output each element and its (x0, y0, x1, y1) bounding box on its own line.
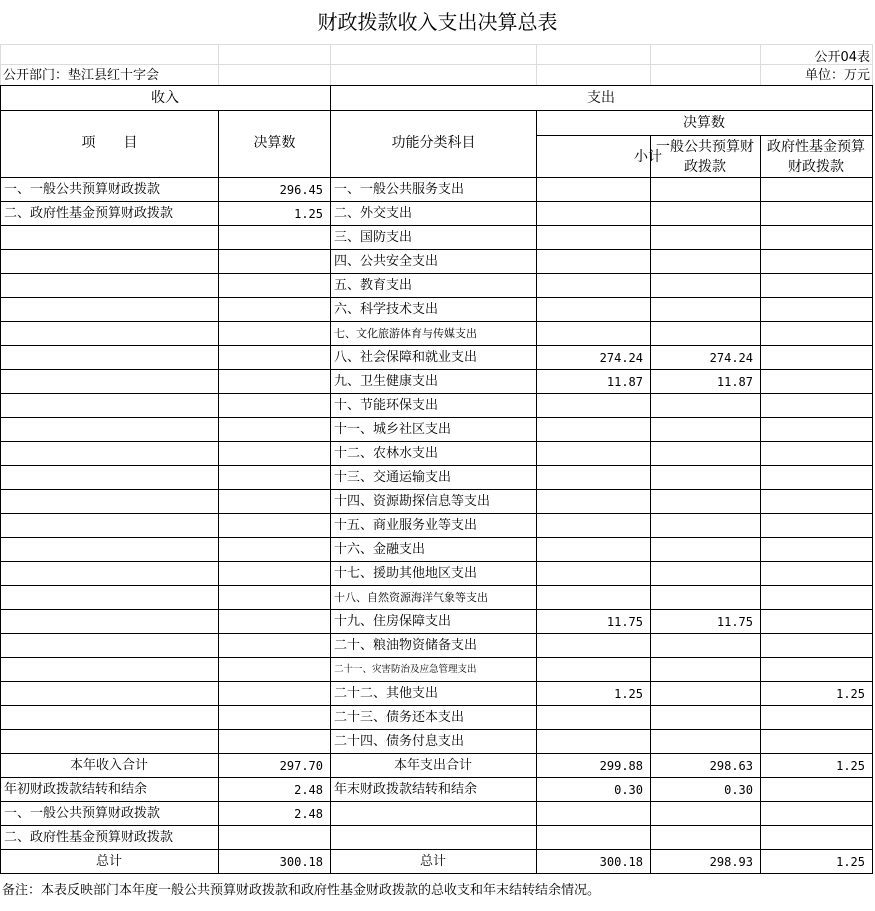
expense-item-cell: 十九、住房保障支出 (334, 614, 452, 629)
expense-item-cell: 九、卫生健康支出 (334, 374, 439, 389)
income-amount-cell (219, 490, 326, 514)
income-item-cell (1, 658, 214, 682)
subtotal-cell: 11.87 (606, 375, 643, 389)
subtotal-cell: 11.75 (606, 615, 643, 629)
income-amount-cell (219, 658, 326, 682)
income-amount-cell: 300.18 (279, 855, 323, 869)
expense-item-cell (331, 826, 532, 850)
income-item-cell: 二、政府性基金预算财政拨款 (4, 830, 174, 845)
general-budget-cell (651, 730, 756, 754)
income-item-cell (1, 226, 214, 250)
general-budget-cell (651, 586, 756, 610)
subtotal-cell (537, 634, 646, 658)
expense-item-cell: 二十四、债务付息支出 (334, 734, 465, 749)
expense-item-cell: 十四、资源勘探信息等支出 (334, 494, 491, 509)
fund-budget-cell (761, 538, 868, 562)
income-item-cell (1, 250, 214, 274)
fund-budget-cell (761, 322, 868, 346)
grid-line (330, 44, 331, 85)
general-budget-cell: 274.24 (709, 351, 753, 365)
fund-budget-cell (761, 634, 868, 658)
subtotal-header: 小计 (634, 149, 662, 165)
income-item-cell (1, 682, 214, 706)
income-item-cell (1, 514, 214, 538)
general-budget-cell (651, 442, 756, 466)
income-amount-cell (219, 322, 326, 346)
subtotal-cell: 299.88 (599, 759, 643, 773)
subtotal-cell (537, 730, 646, 754)
expense-item-cell: 十六、金融支出 (334, 542, 426, 557)
general-budget-cell (651, 634, 756, 658)
income-amount-cell (219, 418, 326, 442)
subtotal-cell: 0.30 (614, 783, 643, 797)
income-item-cell (1, 634, 214, 658)
expense-item-cell: 总计 (419, 854, 446, 869)
subtotal-cell (537, 538, 646, 562)
general-budget-cell (651, 562, 756, 586)
income-amount-cell (219, 466, 326, 490)
income-amount-cell: 2.48 (294, 783, 323, 797)
grid-line (536, 44, 537, 85)
general-budget-cell (651, 538, 756, 562)
func-class-header: 功能分类科目 (391, 135, 476, 151)
subtotal-cell (537, 202, 646, 226)
expense-item-cell: 十二、农林水支出 (334, 446, 439, 461)
expense-item-cell: 本年支出合计 (393, 758, 472, 773)
income-amount-cell (219, 634, 326, 658)
income-item-cell: 总计 (95, 854, 122, 869)
general-budget-header: 一般公共预算财政拨款 (656, 139, 754, 175)
expense-item-cell: 十一、城乡社区支出 (334, 422, 452, 437)
income-amount-cell (219, 226, 326, 250)
income-amount-cell (219, 346, 326, 370)
subtotal-cell (537, 322, 646, 346)
income-item-cell (1, 730, 214, 754)
income-item-cell (1, 466, 214, 490)
income-amount-cell: 1.25 (294, 207, 323, 221)
general-budget-cell (651, 226, 756, 250)
grid-line (0, 44, 1, 85)
expense-item-cell: 十五、商业服务业等支出 (334, 518, 478, 533)
subtotal-cell: 274.24 (599, 351, 643, 365)
income-item-cell (1, 394, 214, 418)
expense-item-cell: 十、节能环保支出 (334, 398, 439, 413)
fund-budget-cell (761, 562, 868, 586)
subtotal-cell (537, 514, 646, 538)
general-budget-cell: 11.75 (716, 615, 753, 629)
general-budget-cell: 298.63 (709, 759, 753, 773)
income-item-cell: 二、政府性基金预算财政拨款 (4, 206, 174, 221)
subtotal-cell (537, 442, 646, 466)
income-amount-cell (219, 562, 326, 586)
footnote: 备注：本表反映部门本年度一般公共预算财政拨款和政府性基金财政拨款的总收支和年末结转结余情况。 (2, 883, 601, 898)
fund-budget-cell (761, 298, 868, 322)
income-item-cell: 一、一般公共预算财政拨款 (4, 806, 161, 821)
general-budget-cell (651, 658, 756, 682)
fund-budget-cell (761, 346, 868, 370)
income-amount-cell (219, 514, 326, 538)
expense-header: 支出 (587, 90, 615, 106)
income-amount-cell (219, 538, 326, 562)
income-item-cell (1, 586, 214, 610)
fund-budget-cell (761, 778, 868, 802)
expense-item-cell (331, 802, 532, 826)
fund-budget-cell (761, 178, 868, 202)
expense-item-cell: 年末财政拨款结转和结余 (334, 782, 478, 797)
expense-item-cell: 二十、粮油物资储备支出 (334, 638, 478, 653)
subtotal-cell (537, 826, 646, 850)
fund-budget-cell (761, 226, 868, 250)
general-budget-cell (651, 418, 756, 442)
income-amount-cell: 297.70 (279, 759, 323, 773)
expense-item-cell: 四、公共安全支出 (334, 254, 439, 269)
department-label: 公开部门：垫江县红十字会 (3, 68, 160, 83)
general-budget-cell (651, 322, 756, 346)
fund-budget-cell (761, 586, 868, 610)
fund-budget-cell (761, 706, 868, 730)
income-amount-cell (219, 610, 326, 634)
general-budget-cell (651, 274, 756, 298)
income-amount-cell (219, 442, 326, 466)
income-item-cell: 本年收入合计 (69, 758, 148, 773)
subtotal-cell (537, 562, 646, 586)
fund-budget-cell (761, 250, 868, 274)
income-item-cell (1, 442, 214, 466)
fund-budget-cell (761, 442, 868, 466)
income-amount-cell (219, 274, 326, 298)
subtotal-cell (537, 802, 646, 826)
subtotal-cell (537, 466, 646, 490)
expense-item-cell: 十三、交通运输支出 (334, 470, 452, 485)
income-item-cell (1, 346, 214, 370)
item-header: 项 目 (81, 135, 138, 151)
expense-item-cell: 八、社会保障和就业支出 (334, 350, 478, 365)
expense-item-cell: 六、科学技术支出 (334, 302, 439, 317)
income-item-cell: 年初财政拨款结转和结余 (4, 782, 148, 797)
income-item-cell: 一、一般公共预算财政拨款 (4, 182, 161, 197)
final-amount-header: 决算数 (683, 115, 725, 131)
general-budget-cell (651, 682, 756, 706)
expense-item-cell: 七、文化旅游体育与传媒支出 (334, 327, 477, 340)
income-amount-cell (219, 826, 326, 850)
general-budget-cell (651, 826, 756, 850)
fund-budget-cell (761, 514, 868, 538)
general-budget-cell (651, 202, 756, 226)
income-item-cell (1, 562, 214, 586)
grid-line (650, 44, 651, 85)
income-amount-cell: 2.48 (294, 807, 323, 821)
general-budget-cell (651, 802, 756, 826)
general-budget-cell (651, 298, 756, 322)
fund-budget-cell (761, 658, 868, 682)
fund-budget-cell (761, 802, 868, 826)
fund-budget-cell (761, 394, 868, 418)
general-budget-cell: 0.30 (724, 783, 753, 797)
income-amount-cell (219, 730, 326, 754)
income-amount-cell: 296.45 (279, 183, 323, 197)
income-item-cell (1, 298, 214, 322)
income-item-cell (1, 490, 214, 514)
general-budget-cell: 298.93 (709, 855, 753, 869)
fund-budget-cell (761, 466, 868, 490)
expense-item-cell: 二、外交支出 (334, 206, 413, 221)
subtotal-cell (537, 178, 646, 202)
income-item-cell (1, 610, 214, 634)
subtotal-cell (537, 226, 646, 250)
subtotal-cell (537, 586, 646, 610)
income-amount-cell (219, 298, 326, 322)
fund-budget-cell: 1.25 (836, 855, 865, 869)
expense-item-cell: 十七、援助其他地区支出 (334, 566, 478, 581)
income-header: 收入 (151, 90, 179, 106)
general-budget-cell (651, 466, 756, 490)
unit-label: 单位：万元 (804, 68, 870, 83)
fund-budget-cell (761, 370, 868, 394)
general-budget-cell (651, 706, 756, 730)
fund-budget-cell (761, 202, 868, 226)
income-item-cell (1, 370, 214, 394)
fund-budget-cell (761, 274, 868, 298)
fund-budget-header: 政府性基金预算财政拨款 (767, 139, 865, 175)
subtotal-cell: 300.18 (599, 855, 643, 869)
income-amount-cell (219, 250, 326, 274)
subtotal-cell (537, 658, 646, 682)
fund-budget-cell (761, 490, 868, 514)
subtotal-cell (537, 706, 646, 730)
general-budget-cell (651, 250, 756, 274)
income-amount-cell (219, 586, 326, 610)
subtotal-cell (537, 298, 646, 322)
income-amount-cell (219, 370, 326, 394)
general-budget-cell: 11.87 (716, 375, 753, 389)
fund-budget-cell (761, 826, 868, 850)
subtotal-cell (537, 394, 646, 418)
income-amount-cell (219, 706, 326, 730)
income-item-cell (1, 274, 214, 298)
subtotal-cell: 1.25 (614, 687, 643, 701)
income-item-cell (1, 706, 214, 730)
grid-line (0, 44, 873, 45)
income-item-cell (1, 418, 214, 442)
expense-item-cell: 二十一、灾害防治及应急管理支出 (334, 664, 477, 675)
fund-budget-cell (761, 418, 868, 442)
table-border-right (872, 85, 873, 874)
subtotal-cell (537, 490, 646, 514)
expense-item-cell: 三、国防支出 (334, 230, 413, 245)
form-code: 公开04表 (814, 50, 870, 65)
page-title: 财政拨款收入支出决算总表 (317, 10, 558, 34)
expense-item-cell: 一、一般公共服务支出 (334, 182, 465, 197)
expense-item-cell: 二十二、其他支出 (334, 686, 439, 701)
general-budget-cell (651, 514, 756, 538)
income-item-cell (1, 322, 214, 346)
fund-budget-cell: 1.25 (836, 759, 865, 773)
general-budget-cell (651, 490, 756, 514)
income-item-cell (1, 538, 214, 562)
general-budget-cell (651, 178, 756, 202)
fund-budget-cell (761, 610, 868, 634)
amount-header: 决算数 (253, 135, 296, 151)
expense-item-cell: 十八、自然资源海洋气象等支出 (334, 591, 488, 604)
fund-budget-cell (761, 730, 868, 754)
grid-line (872, 44, 873, 85)
fund-budget-cell: 1.25 (836, 687, 865, 701)
general-budget-cell (651, 394, 756, 418)
income-amount-cell (219, 394, 326, 418)
expense-item-cell: 二十三、债务还本支出 (334, 710, 465, 725)
income-amount-cell (219, 682, 326, 706)
expense-item-cell: 五、教育支出 (334, 278, 413, 293)
subtotal-cell (537, 274, 646, 298)
subtotal-cell (537, 418, 646, 442)
subtotal-cell (537, 250, 646, 274)
